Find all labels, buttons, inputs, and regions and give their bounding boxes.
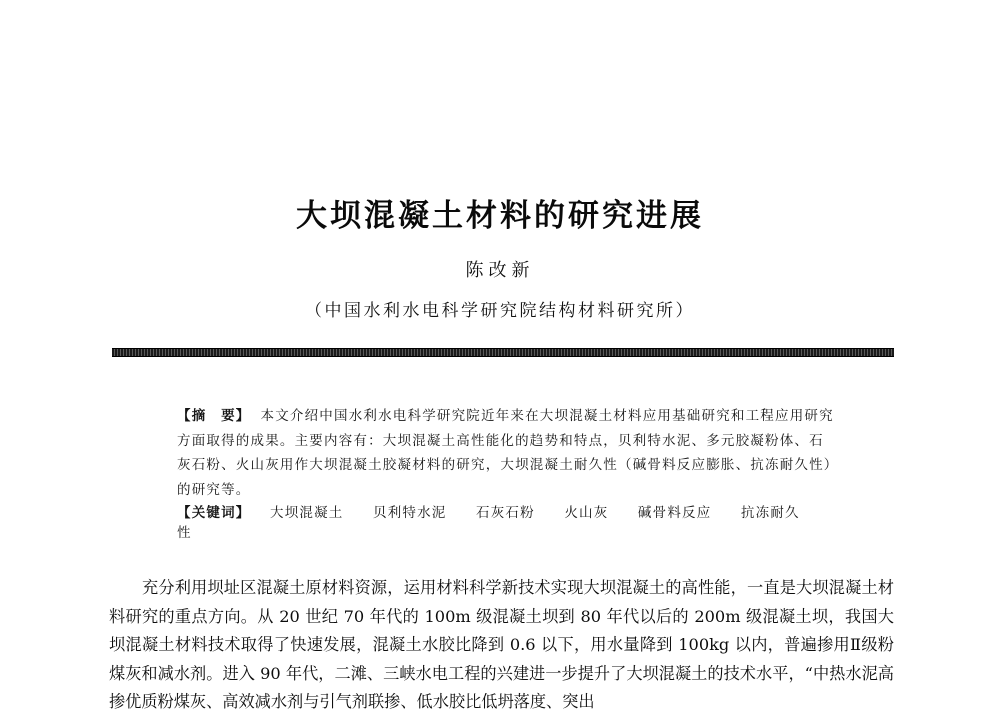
abstract-block	[177, 404, 837, 502]
keyword-item: 大坝混凝土	[270, 505, 344, 521]
header-divider	[112, 348, 894, 357]
abstract-text: 本文介绍中国水利水电科学研究院近年来在大坝混凝土材料应用基础研究和工程应用研究方面取得的成果。主要内容有：大坝混凝土高性能化的趋势和特点，贝利特水泥、多元胶凝粉体、石灰石粉、火山灰用作大坝混凝土胶凝材料的研究，大坝混凝土耐久性（碱骨料反应膨胀、抗冻耐久性）的研究等。	[177, 408, 834, 498]
keywords-block	[177, 501, 837, 541]
keyword-item: 火山灰	[564, 505, 609, 521]
author-affiliation: （中国水利水电科学研究院结构材料研究所）	[305, 301, 695, 321]
keyword-item: 抗冻耐久性	[177, 505, 800, 541]
body-paragraph: 充分利用坝址区混凝土原材料资源，运用材料科学新技术实现大坝混凝土的高性能，一直是大坝混凝土材料研究的重点方向。从 20 世纪 70 年代的 100m 级混凝土坝到 80 年代以后的 200m 级混凝土坝，我国大坝混凝土材料技术取得了快速发展，混凝土水胶比降到 0.6 以下，用水量降到 100kg 以内，普遍掺用Ⅱ级粉煤灰和减水剂。进入 90 年代，二滩、三峡水电工程的兴建进一步提升了大坝混凝土的技术水平，“中热水泥高掺优质粉煤灰、高效减水剂与引气剂联掺、低水胶比低坍落度、突出	[109, 578, 894, 712]
keyword-item: 贝利特水泥	[373, 505, 447, 521]
keyword-item: 石灰石粉	[476, 505, 535, 521]
keywords-label: 【关键词】	[177, 505, 251, 521]
author-name: 陈改新	[465, 260, 535, 281]
paper-title: 大坝混凝土材料的研究进展	[296, 198, 704, 234]
abstract-label: 【摘 要】	[177, 408, 251, 424]
keyword-item: 碱骨料反应	[637, 505, 712, 521]
